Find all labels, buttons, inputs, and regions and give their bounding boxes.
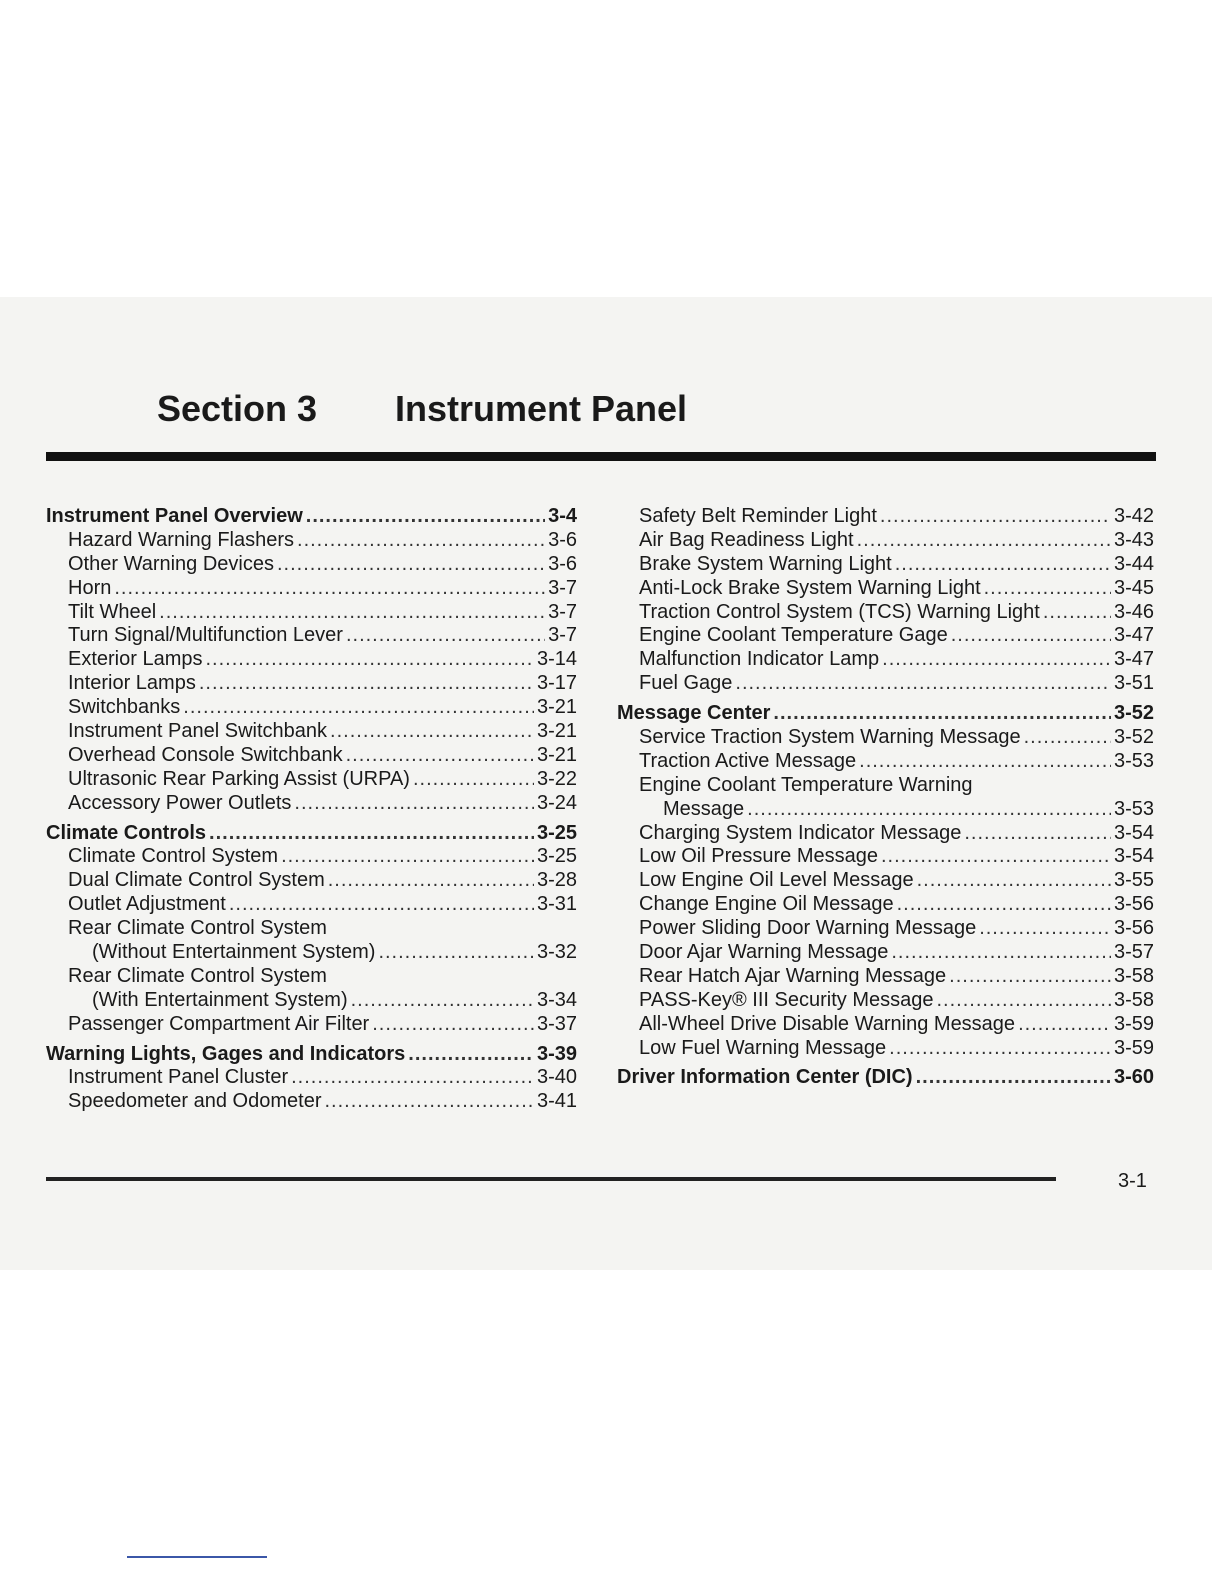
toc-entry[interactable] — [617, 941, 1154, 965]
toc-entry[interactable] — [617, 648, 1154, 672]
toc-entry-page: 3-51 — [1113, 672, 1154, 695]
top-rule — [46, 452, 1156, 461]
toc-entry[interactable] — [46, 792, 577, 816]
section-title: Instrument Panel — [395, 388, 688, 429]
dot-leader — [895, 553, 1111, 576]
dot-leader — [328, 869, 534, 892]
toc-entry[interactable] — [46, 672, 577, 696]
toc-entry-label: (Without Entertainment System) — [92, 941, 376, 964]
toc-entry[interactable] — [46, 577, 577, 601]
dot-leader — [951, 624, 1111, 647]
toc-entry-page: 3-44 — [1113, 552, 1154, 575]
toc-entry-label: Air Bag Readiness Light — [639, 528, 854, 551]
dot-leader — [330, 720, 534, 743]
dot-leader — [747, 798, 1111, 821]
toc-entry[interactable] — [617, 869, 1154, 893]
toc-entry-label: Warning Lights, Gages and Indicators — [46, 1042, 406, 1065]
dot-leader — [291, 1066, 534, 1089]
toc-entry[interactable] — [617, 965, 1154, 989]
toc-entry-label: Outlet Adjustment — [68, 893, 226, 916]
dot-leader — [1043, 601, 1111, 624]
toc-entry-page: 3-24 — [536, 791, 577, 814]
toc-entry-page: 3-14 — [536, 648, 577, 671]
toc-heading-entry[interactable] — [46, 505, 577, 529]
dot-leader — [917, 869, 1111, 892]
toc-entry[interactable] — [46, 965, 577, 989]
toc-entry-page: 3-47 — [1113, 648, 1154, 671]
dot-leader — [183, 696, 534, 719]
toc-entry-page: 3-42 — [1113, 505, 1154, 527]
toc-entry-label: Hazard Warning Flashers — [68, 528, 295, 551]
toc-entry-label: Malfunction Indicator Lamp — [639, 648, 880, 671]
dot-leader — [891, 941, 1111, 964]
toc-entry-page: 3-58 — [1113, 988, 1154, 1011]
toc-entry[interactable] — [46, 601, 577, 625]
toc-entry-page: 3-47 — [1113, 624, 1154, 647]
dot-leader — [346, 744, 534, 767]
toc-entry-page: 3-40 — [536, 1066, 577, 1089]
toc-entry[interactable] — [617, 672, 1154, 696]
toc-heading-entry[interactable] — [617, 702, 1154, 726]
toc-entry-label: Charging System Indicator Message — [639, 821, 962, 844]
toc-entry-page: 3-21 — [536, 696, 577, 719]
toc-entry-page: 3-6 — [548, 552, 577, 575]
toc-entry-label: Accessory Power Outlets — [68, 791, 292, 814]
dot-leader — [1024, 726, 1111, 749]
dot-leader — [979, 917, 1111, 940]
toc-entry-label: Overhead Console Switchbank — [68, 743, 343, 766]
toc-entry-page: 3-59 — [1113, 1036, 1154, 1059]
toc-entry[interactable] — [617, 553, 1154, 577]
toc-entry-page: 3-32 — [536, 941, 577, 964]
toc-entry-label: PASS-Key® III Security Message — [639, 988, 934, 1011]
bottom-rule — [46, 1177, 1056, 1181]
toc-entry-label: Message Center — [617, 702, 771, 725]
toc-entry[interactable] — [617, 750, 1154, 774]
toc-entry-label: Dual Climate Control System — [68, 869, 325, 892]
toc-entry-label: Engine Coolant Temperature Warning — [639, 773, 973, 796]
toc-entry[interactable] — [46, 845, 577, 869]
toc-entry-page: 3-54 — [1113, 845, 1154, 868]
toc-entry[interactable] — [46, 696, 577, 720]
toc-entry-label: Turn Signal/Multifunction Lever — [68, 624, 343, 647]
toc-entry-label: Traction Control System (TCS) Warning Light — [639, 600, 1040, 623]
dot-leader — [881, 845, 1111, 868]
dot-leader — [277, 553, 545, 576]
toc-entry-label: Rear Climate Control System — [68, 917, 327, 940]
dot-leader — [408, 1043, 534, 1066]
dot-leader — [294, 792, 534, 815]
toc-entry[interactable] — [46, 893, 577, 917]
toc-entry-page: 3-21 — [536, 743, 577, 766]
dot-leader — [199, 672, 534, 695]
dot-leader — [206, 648, 534, 671]
toc-entry[interactable] — [617, 577, 1154, 601]
dot-leader — [889, 1037, 1111, 1060]
toc-entry-page: 3-52 — [1113, 702, 1154, 725]
toc-entry-label: Traction Active Message — [639, 749, 857, 772]
toc-entry[interactable] — [46, 1090, 577, 1114]
toc-entry-page: 3-7 — [548, 624, 577, 647]
toc-entry-label: Low Engine Oil Level Message — [639, 869, 914, 892]
toc-entry[interactable] — [617, 726, 1154, 750]
toc-entry-label: Low Oil Pressure Message — [639, 845, 878, 868]
toc-entry-page: 3-60 — [1113, 1066, 1154, 1089]
toc-entry-page: 3-4 — [548, 505, 577, 527]
toc-entry-page: 3-22 — [536, 767, 577, 790]
dot-leader — [346, 624, 545, 647]
toc-entry-page: 3-52 — [1113, 726, 1154, 749]
toc-entry[interactable] — [617, 505, 1154, 529]
toc-entry-page: 3-6 — [548, 528, 577, 551]
toc-entry-label: Switchbanks — [68, 696, 181, 719]
toc-entry-page: 3-17 — [536, 672, 577, 695]
toc-entry-label: Low Fuel Warning Message — [639, 1036, 887, 1059]
dot-leader — [936, 989, 1110, 1012]
toc-entry-label: Change Engine Oil Message — [639, 893, 894, 916]
dot-leader — [897, 893, 1111, 916]
toc-entry[interactable] — [46, 768, 577, 792]
toc-entry-label: Engine Coolant Temperature Gage — [639, 624, 948, 647]
dot-leader — [880, 505, 1111, 528]
dot-leader — [882, 648, 1111, 671]
dot-leader — [859, 750, 1111, 773]
toc-entry-label: Other Warning Devices — [68, 552, 274, 575]
dot-leader — [297, 529, 545, 552]
toc-entry[interactable] — [46, 744, 577, 768]
toc-entry-page: 3-58 — [1113, 964, 1154, 987]
dot-leader — [984, 577, 1111, 600]
toc-entry[interactable] — [617, 774, 1154, 798]
dot-leader — [306, 505, 545, 528]
dot-leader — [159, 601, 545, 624]
dot-leader — [1018, 1013, 1111, 1036]
toc-entry-label: Speedometer and Odometer — [68, 1090, 322, 1113]
toc-heading-entry[interactable] — [617, 1066, 1154, 1090]
toc-entry[interactable] — [46, 1066, 577, 1090]
toc-entry-page: 3-56 — [1113, 893, 1154, 916]
dot-leader — [773, 702, 1111, 725]
dot-leader — [413, 768, 534, 791]
toc-entry-label: Anti-Lock Brake System Warning Light — [639, 576, 981, 599]
dot-leader — [964, 822, 1111, 845]
toc-entry[interactable] — [617, 624, 1154, 648]
dot-leader — [949, 965, 1111, 988]
dot-leader — [378, 941, 534, 964]
page-number: 3-1 — [1118, 1170, 1147, 1192]
toc-entry[interactable] — [617, 989, 1154, 1013]
toc-entry-page: 3-7 — [548, 576, 577, 599]
dot-leader — [114, 577, 545, 600]
toc-entry-label: Rear Climate Control System — [68, 964, 327, 987]
toc-entry-page: 3-31 — [536, 893, 577, 916]
toc-entry[interactable] — [46, 869, 577, 893]
toc-entry-page: 3-53 — [1113, 749, 1154, 772]
toc-entry-label: Climate Controls — [46, 821, 207, 844]
dot-leader — [916, 1066, 1111, 1089]
dot-leader — [351, 989, 534, 1012]
toc-entry-label: Ultrasonic Rear Parking Assist (URPA) — [68, 767, 410, 790]
toc-entry[interactable] — [617, 893, 1154, 917]
toc-entry-label: Interior Lamps — [68, 672, 196, 695]
toc-entry-label: Service Traction System Warning Message — [639, 726, 1021, 749]
dot-leader — [857, 529, 1111, 552]
toc-entry-page: 3-45 — [1113, 576, 1154, 599]
toc-entry-page: 3-34 — [536, 988, 577, 1011]
toc-entry-label: All-Wheel Drive Disable Warning Message — [639, 1012, 1016, 1035]
toc-entry[interactable] — [46, 529, 577, 553]
dot-leader — [372, 1013, 534, 1036]
toc-entry[interactable] — [617, 822, 1154, 846]
section-label: Section 3 — [157, 388, 318, 429]
dot-leader — [735, 672, 1111, 695]
toc-entry-page: 3-28 — [536, 869, 577, 892]
toc-entry-page: 3-7 — [548, 600, 577, 623]
toc-entry[interactable] — [46, 1013, 577, 1037]
toc-right-column — [617, 505, 1154, 1090]
toc-entry-page: 3-41 — [536, 1090, 577, 1113]
toc-entry-label: Passenger Compartment Air Filter — [68, 1012, 370, 1035]
toc-entry-label: Instrument Panel Cluster — [68, 1066, 289, 1089]
toc-entry-label: Brake System Warning Light — [639, 552, 892, 575]
toc-entry[interactable] — [617, 917, 1154, 941]
toc-entry[interactable] — [46, 989, 577, 1013]
toc-entry-label: Driver Information Center (DIC) — [617, 1066, 913, 1089]
toc-entry[interactable] — [46, 917, 577, 941]
toc-entry-label: Rear Hatch Ajar Warning Message — [639, 964, 947, 987]
toc-entry-label: Message — [663, 797, 745, 820]
toc-entry-page: 3-56 — [1113, 917, 1154, 940]
toc-entry-page: 3-21 — [536, 720, 577, 743]
toc-entry-label: Exterior Lamps — [68, 648, 203, 671]
toc-entry-label: Climate Control System — [68, 845, 279, 868]
toc-entry[interactable] — [46, 553, 577, 577]
toc-entry-label: Horn — [68, 576, 112, 599]
toc-entry[interactable] — [617, 1037, 1154, 1061]
toc-entry-page: 3-57 — [1113, 941, 1154, 964]
toc-entry-page: 3-54 — [1113, 821, 1154, 844]
toc-entry-page: 3-59 — [1113, 1012, 1154, 1035]
toc-entry-label: (With Entertainment System) — [92, 988, 348, 1011]
toc-entry-label: Fuel Gage — [639, 672, 733, 695]
toc-entry[interactable] — [46, 648, 577, 672]
dot-leader — [209, 822, 534, 845]
toc-entry-label: Power Sliding Door Warning Message — [639, 917, 977, 940]
toc-entry[interactable] — [46, 720, 577, 744]
toc-heading-entry[interactable] — [46, 822, 577, 846]
toc-entry[interactable] — [617, 601, 1154, 625]
link-underline[interactable] — [127, 1556, 267, 1558]
toc-entry-page: 3-53 — [1113, 797, 1154, 820]
toc-entry-label: Instrument Panel Overview — [46, 505, 303, 527]
toc-entry[interactable] — [46, 941, 577, 965]
toc-heading-entry[interactable] — [46, 1043, 577, 1067]
toc-entry[interactable] — [617, 845, 1154, 869]
toc-entry-label: Instrument Panel Switchbank — [68, 720, 328, 743]
toc-entry-page: 3-25 — [536, 845, 577, 868]
toc-entry-label: Safety Belt Reminder Light — [639, 505, 877, 527]
toc-entry[interactable] — [617, 529, 1154, 553]
toc-entry[interactable] — [46, 624, 577, 648]
toc-entry-page: 3-25 — [536, 821, 577, 844]
toc-entry-page: 3-46 — [1113, 600, 1154, 623]
dot-leader — [281, 845, 534, 868]
toc-entry-label: Tilt Wheel — [68, 600, 157, 623]
toc-entry-label: Door Ajar Warning Message — [639, 941, 889, 964]
dot-leader — [229, 893, 534, 916]
toc-left-column — [46, 505, 577, 1114]
toc-entry[interactable] — [617, 798, 1154, 822]
toc-entry-page: 3-55 — [1113, 869, 1154, 892]
toc-entry[interactable] — [617, 1013, 1154, 1037]
toc-entry-page: 3-39 — [536, 1042, 577, 1065]
toc-entry-page: 3-37 — [536, 1012, 577, 1035]
dot-leader — [325, 1090, 534, 1113]
toc-entry-page: 3-43 — [1113, 528, 1154, 551]
